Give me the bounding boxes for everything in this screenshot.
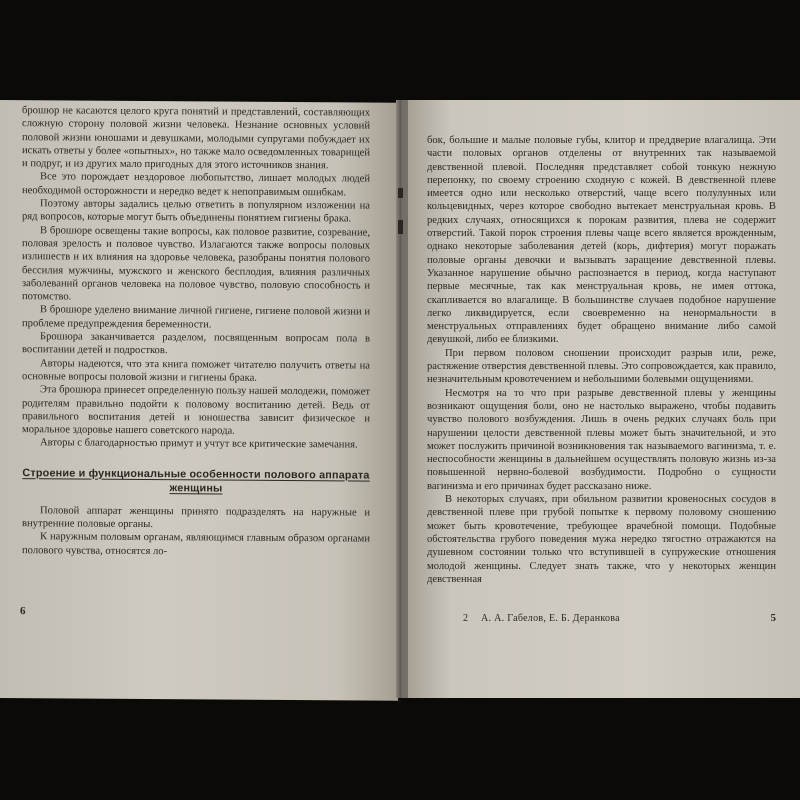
- section-paragraph-2: К наружным половым органам, являющимся главным образом органами полового чувства, относятся ло-: [22, 531, 370, 557]
- right-paragraph-4: В некоторых случаях, при обильном развитии кровеносных сосудов в девственной плеве при грубой попытке к первому половому сношению может быть кровотечение, требующее врачебной помощи. Подобные обстоятельства грубого поведения мужа нередко тягостно отражаются на душевном состоянии только что вступившей в супружеские отношения молодой женщины. Следует знать также, что у некоторых женщин девственная: [427, 494, 776, 585]
- right-page-footer: [403, 612, 800, 628]
- left-paragraph-6: Брошюра заканчивается разделом, посвященным вопросам пола в воспитании детей и подростков.: [22, 331, 370, 357]
- left-paragraph-1: брошюр не касаются целого круга понятий и представлений, составляющих сложную сторону половой жизни человека. Незнание основных условий половой жизни юношами и девушками, молодыми супругами побуждает их искать ответы у более «опытных», но также мало осведомленных товарищей и подруг, и из других мало пригодных для этого источников знания.: [22, 105, 370, 172]
- left-paragraph-8: Эта брошюра принесет определенную пользу нашей молодежи, поможет родителям правильно подойти к половому воспитанию детей. Ведь от правильного воспитания детей и юношества зависит физическое и моральное здоровье нашего советского народа.: [22, 384, 370, 437]
- left-page: [0, 100, 398, 701]
- left-paragraph-5: В брошюре уделено внимание личной гигиене, гигиене половой жизни и проблеме предупреждения беременности.: [22, 304, 370, 331]
- right-paragraph-1: бок, большие и малые половые губы, клитор и преддверие влагалища. Эти части половых органов отделены от внутренних так называемой девственной плевой. Последняя представляет собой тонкую нежную перепонку, по своему строению сходную с кожей. В девственной плеве имеется одно или несколько отверстий, чаще всего полулунных или кольцевидных, через которое свободно вытекает менструальная кровь. В редких случаях, относящихся к порокам развития, плева не содержит отверстий. Такой порок строения плевы чаще всего является врожденным, однако некоторые заболевания детей (корь, дифтерия) могут поражать половые органы девочки и вызывать заращение девственной плевы. Указанное нарушение обычно распознается в период, когда наступают первые месячные, так как менструальная кровь, не имея оттока, скапливается во влагалище. В большинстве случаев подобное нарушение легко ликвидируется, если своевременно на ненормальности в менструальных отправлениях будет обращено внимание либо самой девушкой, либо ее близкими.: [427, 135, 776, 346]
- footer-authors: А. А. Габелов, Е. Б. Деранкова: [481, 613, 620, 624]
- left-page-number: 6: [20, 605, 26, 618]
- book-spread: [0, 100, 800, 698]
- right-page-number: 5: [770, 612, 776, 624]
- left-paragraph-2: Все это порождает нездоровое любопытство, лишает молодых людей необходимой осторожности и нередко ведет к непоправимым ошибкам.: [22, 171, 370, 199]
- left-paragraph-7: Авторы надеются, что эта книга поможет читателю получить ответы на основные вопросы половой жизни и гигиены брака.: [22, 357, 370, 384]
- signature-mark: 2: [463, 613, 468, 624]
- right-page: [403, 100, 800, 698]
- section-paragraph-1: Половой аппарат женщины принято подразделять на наружные и внутренние половые органы.: [22, 504, 370, 531]
- section-heading: Строение и функциональные особенности полового аппарата женщины: [22, 466, 370, 495]
- left-paragraph-3: Поэтому авторы задались целью ответить в популярном изложении на ряд вопросов, которые могут быть объединены понятием гигиены брака.: [22, 198, 370, 225]
- left-paragraph-9: Авторы с благодарностью примут и учтут все критические замечания.: [40, 437, 358, 451]
- left-paragraph-4: В брошюре освещены такие вопросы, как половое развитие, созревание, половая зрелость и половое чувство. Излагаются также вопросы половых излишеств и их влияния на здоровье человека, разобраны понятия полового бессилия мужчины, мужского и женского бесплодия, влияния различных заболеваний органов человека на половое чувство, половую способность и потомство.: [22, 224, 370, 303]
- right-paragraph-3: Несмотря на то что при разрыве девственной плевы у женщины возникают ощущения боли, оно не настолько выражено, чтобы подавить чувство полового возбуждения. Лишь в очень редких случаях боль при нарушении целости девственной плевы может быть значительной, и это может послужить причиной возникновения так называемого вагинизма, т. е. неспособности женщины в дальнейшем осуществлять половую жизнь из-за повышенной нервно-болевой возбудимости. Подробно о сущности вагинизма и его причинах будет рассказано ниже.: [427, 387, 776, 492]
- right-paragraph-2: При первом половом сношении происходит разрыв или, реже, растяжение отверстия девственной плевы. Это сопровождается, как правило, незначительным кровотечением и небольшими болевыми ощущениями.: [427, 347, 776, 386]
